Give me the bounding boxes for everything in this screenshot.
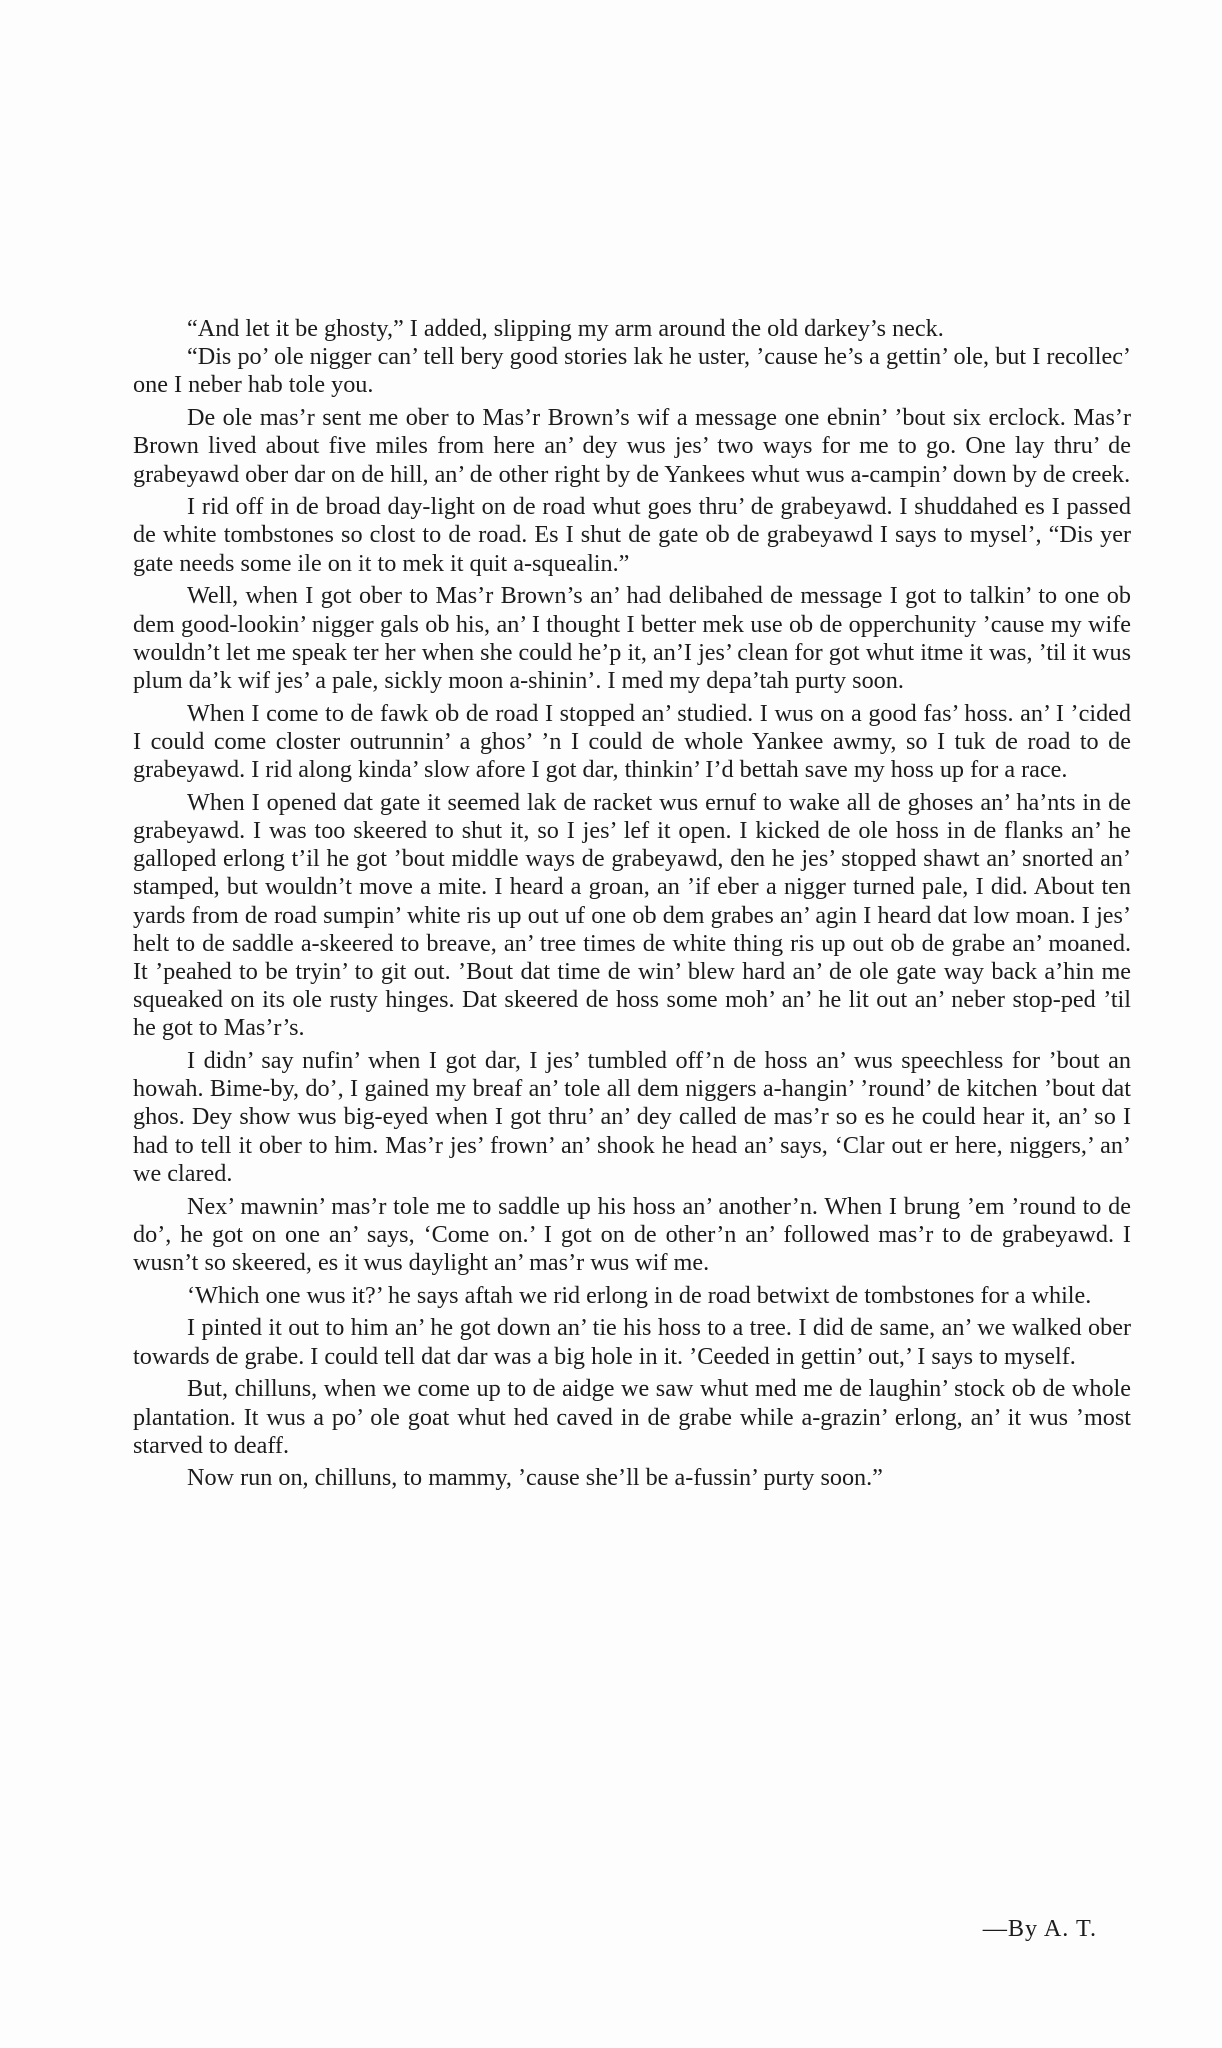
paragraph: I pinted it out to him an’ he got down an’ tie his hoss to a tree. I did de same, an’ we walked ober towards de grabe. I could tell dat dar was a big hole in it. ’Ceeded in gettin’ out,’ I says to myself. — [133, 1314, 1131, 1370]
paragraph: I didn’ say nufin’ when I got dar, I jes’ tumbled off’n de hoss an’ wus speechless for ’bout an howah. Bime-by, do’, I gained my breaf an’ tole all dem niggers a-hangin’ ’round’ de kitchen ’bout dat ghos. Dey show wus big-eyed when I got thru’ an’ dey called de mas’r so es he could hear it, an’ so I had to tell it ober to him. Mas’r jes’ frown’ an’ shook he head an’ says, ‘Clar out er here, niggers,’ an’ we clared. — [133, 1047, 1131, 1187]
paragraph: “Dis po’ ole nigger can’ tell bery good stories lak he uster, ’cause he’s a gettin’ ole, but I recollec’ one I neber hab tole you. — [133, 343, 1131, 399]
story-text — [133, 315, 1131, 1497]
paragraph: When I opened dat gate it seemed lak de racket wus ernuf to wake all de ghoses an’ ha’nts in de grabeyawd. I was too skeered to shut it, so I jes’ lef it open. I kicked de ole hoss in de flanks an’ he galloped erlong t’il he got ’bout middle ways de grabeyawd, den he jes’ stopped shawt an’ snorted an’ stamped, but wouldn’t move a mite. I heard a groan, an ’if eber a nigger turned pale, I did. About ten yards from de road sumpin’ white ris up out uf one ob dem grabes an’ agin I heard dat low moan. I jes’ helt to de saddle a-skeered to breave, an’ tree times de white thing ris up out ob de grabe an’ moaned. It ’peahed to be tryin’ to git out. ’Bout dat time de win’ blew hard an’ de ole gate way back a’hin me squeaked on its ole rusty hinges. Dat skeered de hoss some moh’ an’ he lit out an’ neber stop-ped ’til he got to Mas’r’s. — [133, 788, 1131, 1042]
paragraph: ‘Which one wus it?’ he says aftah we rid erlong in de road betwixt de tombstones for a while. — [187, 1281, 1092, 1309]
paragraph: I rid off in de broad day-light on de road whut goes thru’ de grabeyawd. I shuddahed es I passed de white tombstones so clost to de road. Es I shut de gate ob de grabeyawd I says to mysel’, “Dis yer gate needs some ile on it to mek it quit a-squealin.” — [133, 493, 1131, 577]
paragraph: “And let it be ghosty,” I added, slipping my arm around the old darkey’s neck. — [187, 315, 944, 342]
paragraph: Well, when I got ober to Mas’r Brown’s an’ had delibahed de message I got to talkin’ to one ob dem good-lookin’ nigger gals ob his, an’ I thought I better mek use ob de opperchunity ’cause my wife wouldn’t let me speak ter her when she could he’p it, an’I jes’ clean for got whut itme it was, ’til it wus plum da’k wif jes’ a pale, sickly moon a-shinin’. I med my depa’tah purty soon. — [133, 582, 1131, 694]
author-signature: —By A. T. — [982, 1915, 1097, 1942]
paragraph: De ole mas’r sent me ober to Mas’r Brown’s wif a message one ebnin’ ’bout six erclock. Mas’r Brown lived about five miles from here an’ dey wus jes’ two ways for me to go. One lay thru’ de grabeyawd ober dar on de hill, an’ de other right by de Yankees whut wus a-campin’ down by de creek. — [133, 404, 1131, 488]
paragraph: When I come to de fawk ob de road I stopped an’ studied. I wus on a good fas’ hoss. an’ I ’cided I could come closter outrunnin’ a ghos’ ’n I could de whole Yankee awmy, so I tuk de road to de grabeyawd. I rid along kinda’ slow afore I got dar, thinkin’ I’d bettah save my hoss up for a race. — [133, 699, 1131, 784]
paragraph: But, chilluns, when we come up to de aidge we saw whut med me de laughin’ stock ob de whole plantation. It wus a po’ ole goat whut hed caved in de grabe while a-grazin’ erlong, an’ it wus ’most starved to deaff. — [133, 1375, 1131, 1459]
paragraph: Now run on, chilluns, to mammy, ’cause she’ll be a-fussin’ purty soon.” — [187, 1464, 883, 1492]
paragraph: Nex’ mawnin’ mas’r tole me to saddle up his hoss an’ another’n. When I brung ’em ’round to de do’, he got on one an’ says, ‘Come on.’ I got on de other’n an’ followed mas’r to de grabeyawd. I wusn’t so skeered, es it wus daylight an’ mas’r wus wif me. — [133, 1192, 1131, 1276]
